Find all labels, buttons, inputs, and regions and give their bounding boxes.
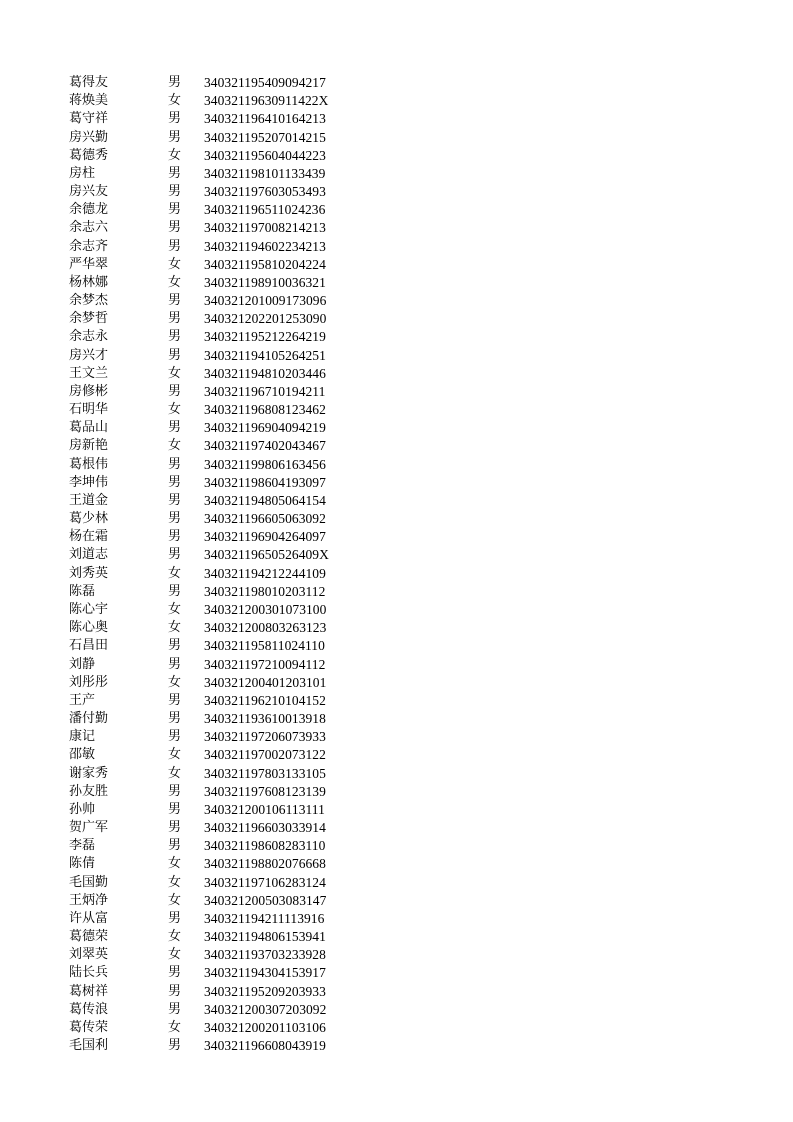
table-row [69, 92, 369, 110]
table-row [69, 710, 369, 728]
table-row [69, 728, 369, 746]
table-row [69, 147, 369, 165]
name-cell: 余德龙 [69, 202, 109, 218]
gender-cell: 男 [168, 965, 182, 981]
id-number-cell: 340321196808123462 [204, 402, 326, 418]
name-cell: 陈磊 [69, 583, 96, 599]
table-row [69, 401, 369, 419]
gender-cell: 男 [168, 1001, 182, 1017]
id-number-cell: 340321198910036321 [204, 274, 326, 290]
gender-cell: 男 [168, 1038, 182, 1054]
name-cell: 余梦杰 [69, 293, 109, 309]
table-row [69, 746, 369, 764]
table-row [69, 801, 369, 819]
id-number-cell: 340321197002073122 [204, 747, 326, 763]
table-row [69, 1037, 369, 1055]
table-row [69, 110, 369, 128]
table-row [69, 183, 369, 201]
table-row [69, 892, 369, 910]
table-row [69, 274, 369, 292]
gender-cell: 女 [168, 929, 182, 945]
table-row [69, 583, 369, 601]
gender-cell: 女 [168, 874, 182, 890]
name-cell: 王文兰 [69, 365, 109, 381]
id-number-cell: 34032119650526409X [204, 547, 329, 563]
gender-cell: 男 [168, 420, 182, 436]
gender-cell: 男 [168, 638, 182, 654]
table-row [69, 964, 369, 982]
table-row [69, 765, 369, 783]
name-cell: 潘付勤 [69, 711, 109, 727]
gender-cell: 男 [168, 729, 182, 745]
name-cell: 房兴友 [69, 184, 109, 200]
table-row [69, 546, 369, 564]
id-number-cell: 340321197608123139 [204, 783, 326, 799]
table-row [69, 674, 369, 692]
id-number-cell: 340321193703233928 [204, 947, 326, 963]
name-cell: 葛品山 [69, 420, 109, 436]
gender-cell: 男 [168, 75, 182, 90]
gender-cell: 男 [168, 529, 182, 545]
id-number-cell: 340321200503083147 [204, 892, 327, 908]
gender-cell: 男 [168, 165, 182, 181]
id-number-cell: 340321198604193097 [204, 474, 326, 490]
id-number-cell: 340321194602234213 [204, 238, 326, 254]
name-cell: 陈倩 [69, 856, 96, 872]
table-row [69, 1019, 369, 1037]
table-row [69, 383, 369, 401]
id-number-cell: 340321196603033914 [204, 820, 326, 836]
table-row [69, 874, 369, 892]
table-row [69, 74, 369, 92]
gender-cell: 男 [168, 910, 182, 926]
name-cell: 邵敏 [69, 747, 96, 763]
name-cell: 毛国利 [69, 1038, 109, 1054]
name-cell: 毛国勤 [69, 874, 109, 890]
name-cell: 陈心奥 [69, 620, 109, 636]
gender-cell: 男 [168, 656, 182, 672]
name-cell: 葛传浪 [69, 1001, 109, 1017]
id-number-cell: 340321194105264251 [204, 347, 326, 363]
table-row [69, 365, 369, 383]
gender-cell: 女 [168, 856, 182, 872]
table-row [69, 456, 369, 474]
id-number-cell: 340321194304153917 [204, 965, 326, 981]
gender-cell: 男 [168, 801, 182, 817]
id-number-cell: 340321195209203933 [204, 983, 326, 999]
name-cell: 刘秀英 [69, 565, 109, 581]
name-cell: 葛得友 [69, 75, 109, 90]
gender-cell: 男 [168, 474, 182, 490]
name-cell: 刘道志 [69, 547, 109, 563]
name-cell: 陈心宇 [69, 601, 109, 617]
gender-cell: 男 [168, 347, 182, 363]
table-row [69, 565, 369, 583]
id-number-cell: 340321196904094219 [204, 420, 326, 436]
gender-cell: 男 [168, 238, 182, 254]
gender-cell: 男 [168, 692, 182, 708]
id-number-cell: 340321197603053493 [204, 184, 326, 200]
name-cell: 葛德荣 [69, 929, 109, 945]
gender-cell: 女 [168, 620, 182, 636]
table-row [69, 601, 369, 619]
id-number-cell: 340321198608283110 [204, 838, 326, 854]
table-row [69, 528, 369, 546]
table-row [69, 347, 369, 365]
name-cell: 刘静 [69, 656, 96, 672]
id-number-cell: 340321194212244109 [204, 565, 326, 581]
name-cell: 石明华 [69, 402, 109, 418]
id-number-cell: 340321196710194211 [204, 383, 326, 399]
name-cell: 石昌田 [69, 638, 109, 654]
table-row [69, 656, 369, 674]
gender-cell: 男 [168, 820, 182, 836]
id-number-cell: 340321196511024236 [204, 202, 326, 218]
gender-cell: 男 [168, 838, 182, 854]
table-row [69, 328, 369, 346]
id-number-cell: 340321195207014215 [204, 129, 326, 145]
gender-cell: 男 [168, 492, 182, 508]
table-row [69, 238, 369, 256]
id-number-cell: 340321195810204224 [204, 256, 326, 272]
gender-cell: 男 [168, 583, 182, 599]
gender-cell: 女 [168, 892, 182, 908]
id-number-cell: 340321196608043919 [204, 1038, 326, 1054]
name-cell: 葛守祥 [69, 111, 109, 127]
gender-cell: 女 [168, 402, 182, 418]
id-number-cell: 340321198802076668 [204, 856, 326, 872]
table-row [69, 419, 369, 437]
name-cell: 蒋焕美 [69, 93, 109, 109]
table-row [69, 201, 369, 219]
name-cell: 王炳净 [69, 892, 109, 908]
table-row [69, 946, 369, 964]
name-cell: 葛根伟 [69, 456, 109, 472]
id-number-cell: 340321197803133105 [204, 765, 326, 781]
gender-cell: 男 [168, 547, 182, 563]
table-row [69, 1001, 369, 1019]
name-cell: 许从富 [69, 910, 109, 926]
name-cell: 贺广军 [69, 820, 109, 836]
id-number-cell: 340321196410164213 [204, 111, 326, 127]
table-row [69, 474, 369, 492]
name-cell: 葛少林 [69, 511, 109, 527]
id-number-cell: 340321197210094112 [204, 656, 326, 672]
id-number-cell: 340321195212264219 [204, 329, 326, 345]
id-number-cell: 340321197106283124 [204, 874, 326, 890]
table-row [69, 129, 369, 147]
name-cell: 杨在霜 [69, 529, 109, 545]
id-number-cell: 340321200401203101 [204, 674, 327, 690]
name-cell: 李坤伟 [69, 474, 109, 490]
id-number-cell: 340321194806153941 [204, 929, 326, 945]
table-row [69, 928, 369, 946]
table-row [69, 910, 369, 928]
id-number-cell: 340321201009173096 [204, 293, 327, 309]
name-cell: 余志永 [69, 329, 109, 345]
roster-table [69, 74, 369, 1055]
gender-cell: 男 [168, 456, 182, 472]
name-cell: 余志齐 [69, 238, 109, 254]
table-row [69, 637, 369, 655]
id-number-cell: 340321194211113916 [204, 910, 325, 926]
gender-cell: 女 [168, 438, 182, 454]
gender-cell: 女 [168, 674, 182, 690]
gender-cell: 女 [168, 601, 182, 617]
name-cell: 李磊 [69, 838, 96, 854]
id-number-cell: 340321196904264097 [204, 529, 326, 545]
id-number-cell: 340321197206073933 [204, 729, 326, 745]
name-cell: 余志六 [69, 220, 109, 236]
id-number-cell: 340321202201253090 [204, 311, 327, 327]
gender-cell: 女 [168, 765, 182, 781]
id-number-cell: 340321198010203112 [204, 583, 326, 599]
id-number-cell: 340321195811024110 [204, 638, 325, 654]
table-row [69, 692, 369, 710]
name-cell: 谢家秀 [69, 765, 109, 781]
id-number-cell: 340321197402043467 [204, 438, 326, 454]
gender-cell: 女 [168, 947, 182, 963]
name-cell: 余梦哲 [69, 311, 109, 327]
id-number-cell: 340321200803263123 [204, 620, 327, 636]
gender-cell: 女 [168, 274, 182, 290]
gender-cell: 男 [168, 311, 182, 327]
id-number-cell: 340321198101133439 [204, 165, 326, 181]
gender-cell: 男 [168, 111, 182, 127]
table-row [69, 837, 369, 855]
id-number-cell: 340321194805064154 [204, 492, 326, 508]
name-cell: 杨林娜 [69, 274, 109, 290]
id-number-cell: 340321196210104152 [204, 692, 326, 708]
name-cell: 房兴勤 [69, 129, 109, 145]
gender-cell: 女 [168, 565, 182, 581]
gender-cell: 女 [168, 256, 182, 272]
table-row [69, 437, 369, 455]
table-row [69, 165, 369, 183]
table-row [69, 310, 369, 328]
table-row [69, 855, 369, 873]
name-cell: 刘彤彤 [69, 674, 109, 690]
name-cell: 王道金 [69, 492, 109, 508]
table-row [69, 256, 369, 274]
id-number-cell: 340321199806163456 [204, 456, 326, 472]
id-number-cell: 340321200201103106 [204, 1019, 326, 1035]
table-row [69, 819, 369, 837]
table-row [69, 983, 369, 1001]
name-cell: 葛树祥 [69, 983, 109, 999]
gender-cell: 男 [168, 783, 182, 799]
gender-cell: 男 [168, 511, 182, 527]
gender-cell: 女 [168, 93, 182, 109]
name-cell: 房新艳 [69, 438, 109, 454]
id-number-cell: 340321200301073100 [204, 601, 327, 617]
gender-cell: 男 [168, 220, 182, 236]
name-cell: 王产 [69, 692, 96, 708]
id-number-cell: 340321194810203446 [204, 365, 326, 381]
id-number-cell: 340321195409094217 [204, 75, 326, 90]
table-row [69, 492, 369, 510]
table-row [69, 510, 369, 528]
name-cell: 房柱 [69, 165, 96, 181]
name-cell: 康记 [69, 729, 96, 745]
gender-cell: 男 [168, 293, 182, 309]
table-row [69, 219, 369, 237]
gender-cell: 女 [168, 365, 182, 381]
name-cell: 房兴才 [69, 347, 109, 363]
gender-cell: 男 [168, 711, 182, 727]
name-cell: 陆长兵 [69, 965, 109, 981]
name-cell: 葛德秀 [69, 147, 109, 163]
id-number-cell: 34032119630911422X [204, 93, 329, 109]
name-cell: 葛传荣 [69, 1019, 109, 1035]
name-cell: 孙帅 [69, 801, 96, 817]
name-cell: 孙友胜 [69, 783, 109, 799]
gender-cell: 男 [168, 202, 182, 218]
gender-cell: 女 [168, 147, 182, 163]
gender-cell: 女 [168, 1019, 182, 1035]
table-row [69, 619, 369, 637]
id-number-cell: 340321196605063092 [204, 511, 326, 527]
id-number-cell: 340321200106113111 [204, 801, 325, 817]
id-number-cell: 340321193610013918 [204, 711, 326, 727]
id-number-cell: 340321200307203092 [204, 1001, 327, 1017]
id-number-cell: 340321195604044223 [204, 147, 326, 163]
name-cell: 严华翠 [69, 256, 109, 272]
name-cell: 刘翠英 [69, 947, 109, 963]
gender-cell: 男 [168, 383, 182, 399]
name-cell: 房修彬 [69, 383, 109, 399]
table-row [69, 292, 369, 310]
gender-cell: 男 [168, 184, 182, 200]
gender-cell: 男 [168, 329, 182, 345]
gender-cell: 女 [168, 747, 182, 763]
table-row [69, 783, 369, 801]
gender-cell: 男 [168, 983, 182, 999]
gender-cell: 男 [168, 129, 182, 145]
id-number-cell: 340321197008214213 [204, 220, 326, 236]
